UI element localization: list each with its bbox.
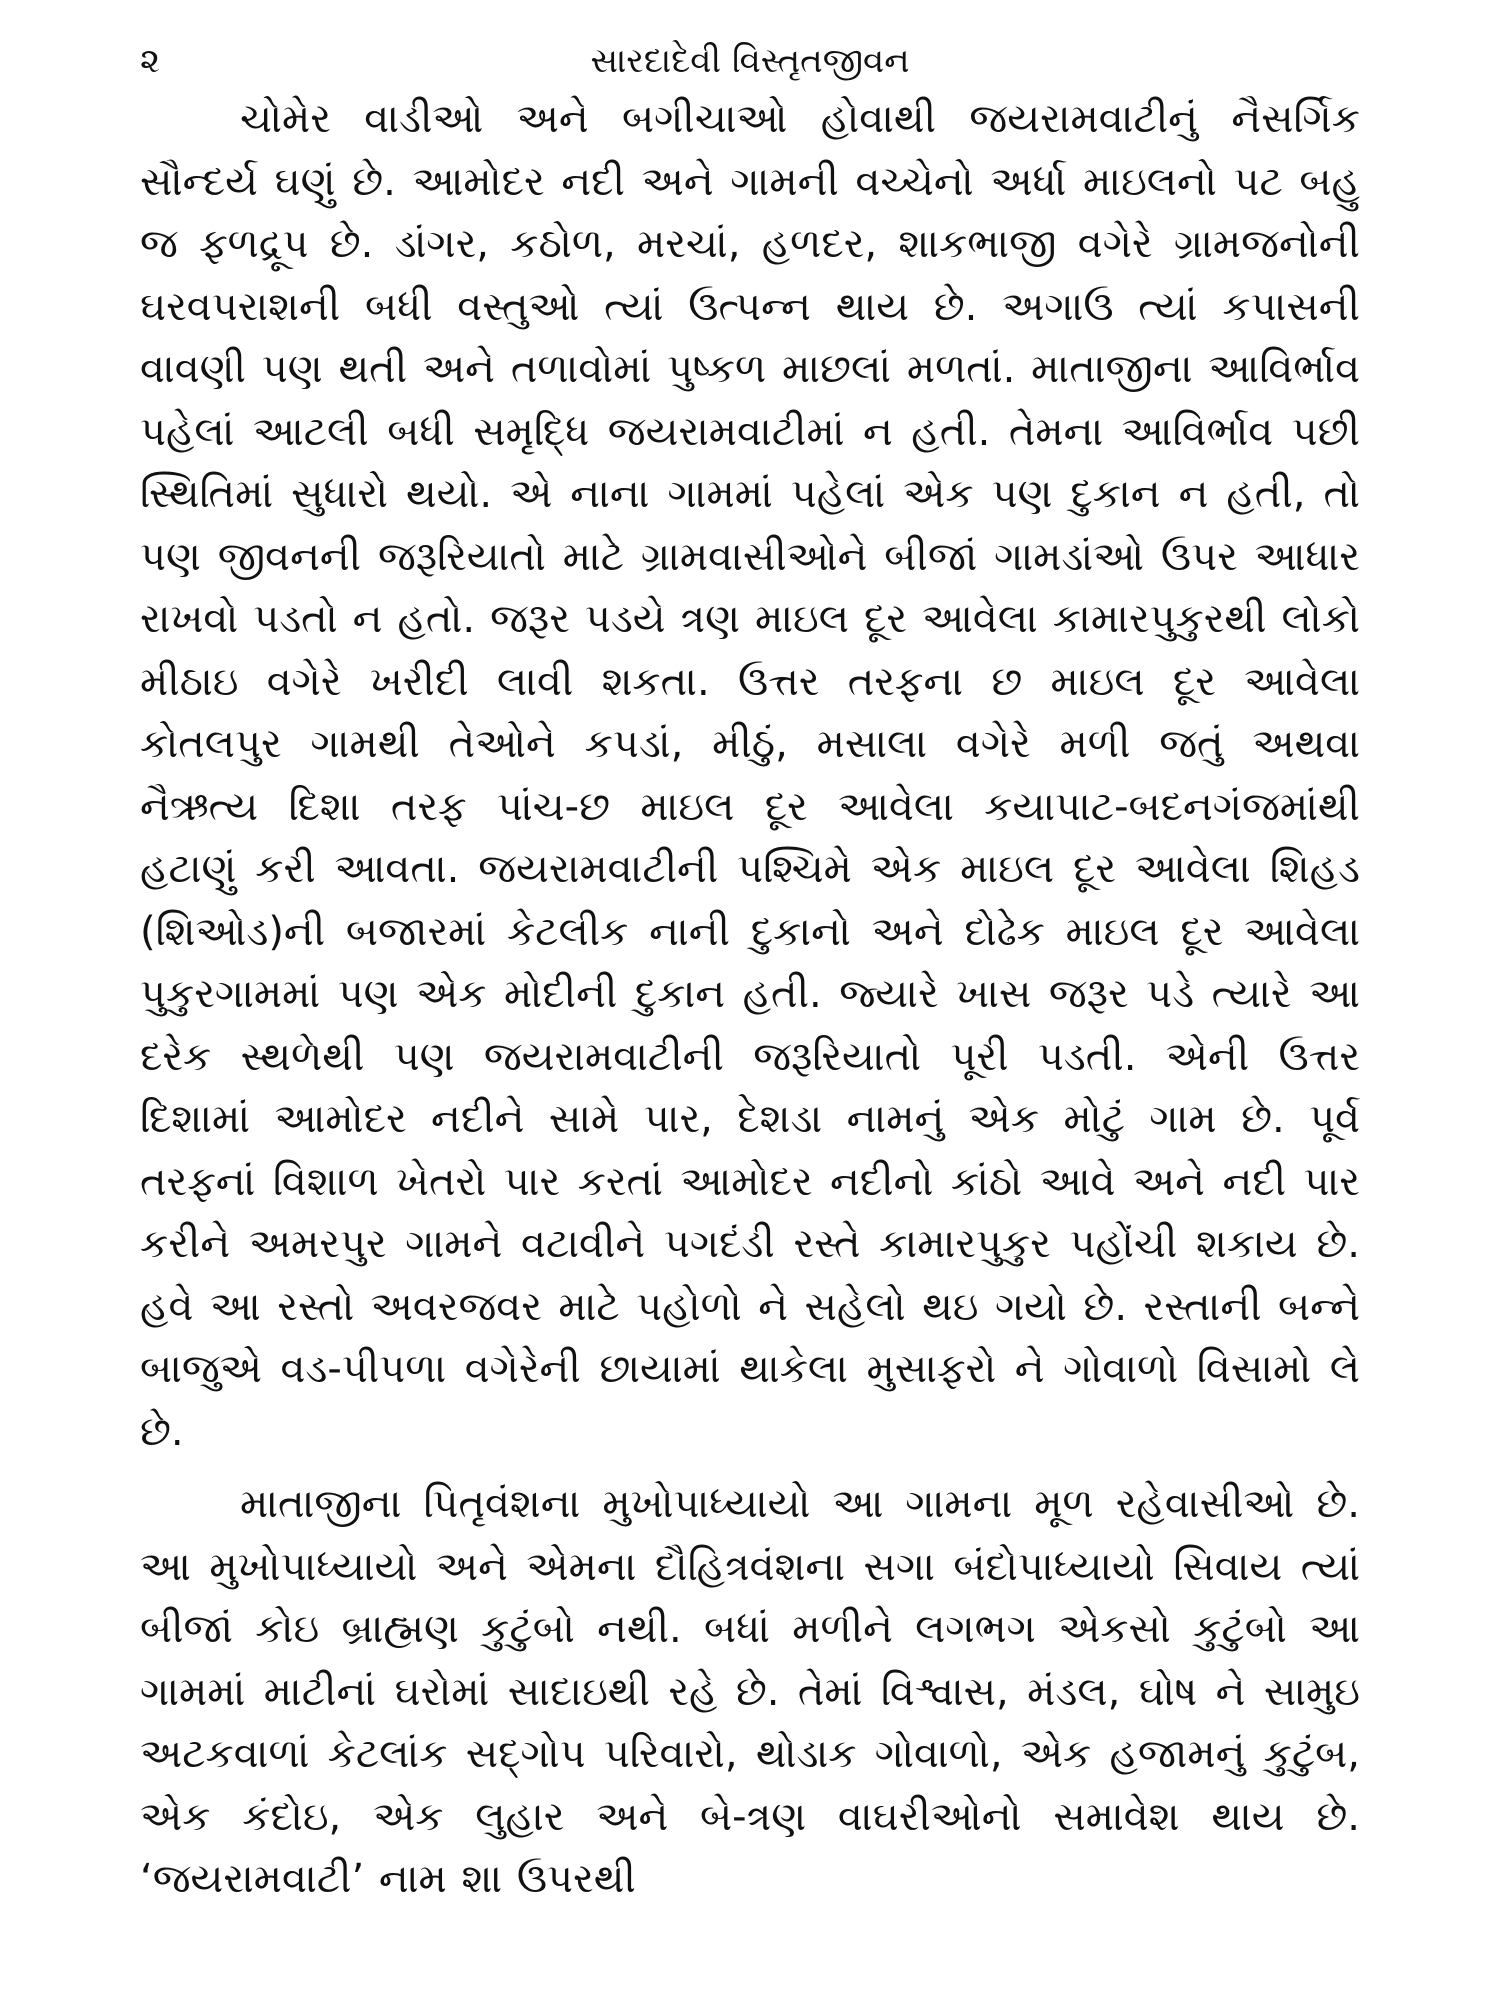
paragraph-1: ચોમેર વાડીઓ અને બગીચાઓ હોવાથી જયરામવાટીનું નૈસર્ગિક સૌન્દર્ય ઘણું છે. આમોદર નદી અને ગામની વચ્ચેનો અર્ધા માઇલનો પટ બહુ જ ફળદ્રૂપ છે. ડાંગર, કઠોળ, મરચાં, હળદર, શાકભાજી વગેરે ગ્રામજનોની ઘરવપરાશની બધી વસ્તુઓ ત્યાં ઉત્પન્ન થાય છે. અગાઉ ત્યાં કપાસની વાવણી પણ થતી અને તળાવોમાં પુષ્કળ માછલાં મળતાં. માતાજીના આવિર્ભાવ પહેલાં આટલી બધી સમૃદ્ધિ જયરામવાટીમાં ન હતી. તેમના આવિર્ભાવ પછી સ્થિતિમાં સુધારો થયો. એ નાના ગામમાં પહેલાં એક પણ દુકાન ન હતી, તો પણ જીવનની જરૂરિયાતો માટે ગ્રામવાસીઓને બીજાં ગામડાંઓ ઉપર આધાર રાખવો પડતો ન હતો. જરૂર પડયે ત્રણ માઇલ દૂર આવેલા કામારપુકુરથી લોકો મીઠાઇ વગેરે ખરીદી લાવી શકતા. ઉત્તર તરફના છ માઇલ દૂર આવેલા કોતલપુર ગામથી તેઓને કપડાં, મીઠું, મસાલા વગેરે મળી જતું અથવા નૈઋત્ય દિશા તરફ પાંચ-છ માઇલ દૂર આવેલા કયાપાટ-બદનગંજમાંથી હટાણું કરી આવતા. જયરામવાટીની પશ્ચિમે એક માઇલ દૂર આવેલા શિહડ (શિઓડ)ની બજારમાં કેટલીક નાની દુકાનો અને દોઢેક માઇલ દૂર આવેલા પુકુરગામમાં પણ એક મોદીની દુકાન હતી. જ્યારે ખાસ જરૂર પડે ત્યારે આ દરેક સ્થળેથી પણ જયરામવાટીની જરૂરિયાતો પૂરી પડતી. એની ઉત્તર દિશામાં આમોદર નદીને સામે પાર, દેશડા નામનું એક મોટું ગામ છે. પૂર્વ તરફનાં વિશાળ ખેતરો પાર કરતાં આમોદર નદીનો કાંઠો આવે અને નદી પાર કરીને અમરપુર ગામને વટાવીને પગદંડી રસ્તે કામારપુકુર પહોંચી શકાય છે. હવે આ રસ્તો અવરજવર માટે પહોળો ને સહેલો થઇ ગયો છે. રસ્તાની બન્ને બાજુએ વડ-પીપળા વગેરેની છાયામાં થાકેલા મુસાફરો ને ગોવાળો વિસામો લે છે.	[140, 96, 1360, 1455]
body-text	[140, 88, 1360, 1911]
paragraph-2: માતાજીના પિતૃવંશના મુખોપાધ્યાયો આ ગામના મૂળ રહેવાસીઓ છે. આ મુખોપાધ્યાયો અને એમના દૌહિત્રવંશના સગા બંદોપાધ્યાયો સિવાય ત્યાં બીજાં કોઇ બ્રાહ્મણ કુટુંબો નથી. બધાં મળીને લગભગ એકસો કુટુંબો આ ગામમાં માટીનાં ઘરોમાં સાદાઇથી રહે છે. તેમાં વિશ્વાસ, મંડલ, ઘોષ ને સામુઇ અટકવાળાં કેટલાંક સદ્ગોપ પરિવારો, થોડાક ગોવાળો, એક હજામનું કુટુંબ, એક કંદોઇ, એક લુહાર અને બે-ત્રણ વાઘરીઓનો સમાવેશ થાય છે. ‘જયરામવાટી’ નામ શા ઉપરથી	[140, 1481, 1360, 1902]
book-title: સારદાદેવી વિસ્તૃતજીવન	[590, 41, 910, 81]
running-header	[140, 36, 1360, 86]
page-number: ૨	[140, 41, 160, 81]
